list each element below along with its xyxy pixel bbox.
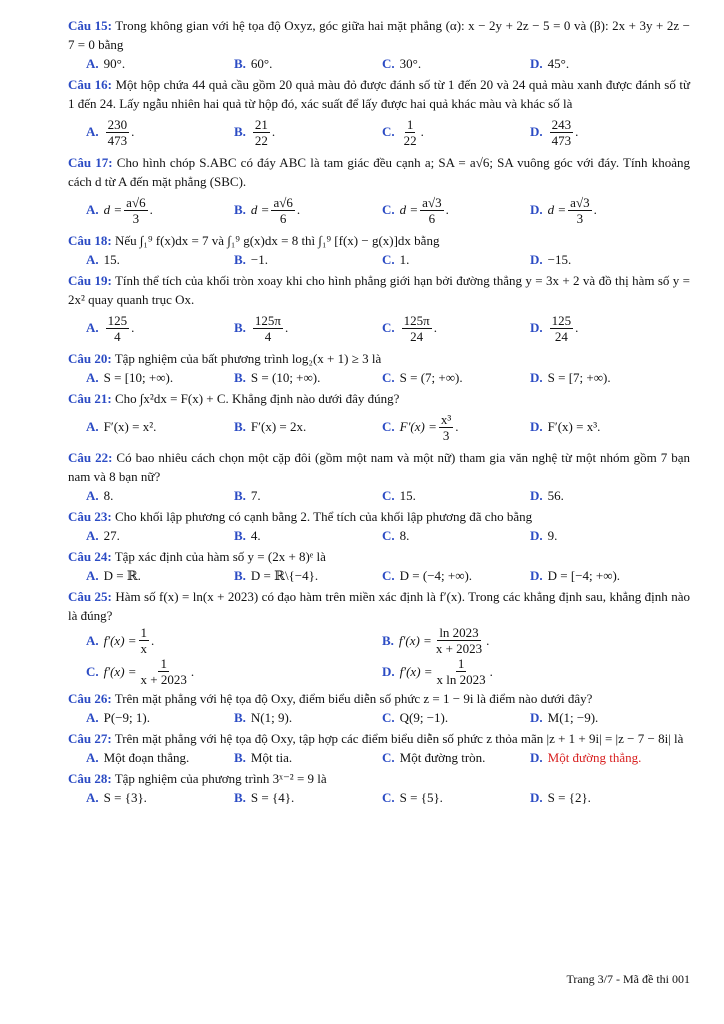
option-value: S = {4}. xyxy=(250,789,295,805)
option-value: 15. xyxy=(103,251,120,267)
period: . xyxy=(575,124,579,139)
option-prefix: f′(x) = xyxy=(103,663,137,679)
fraction-numerator: ln 2023 xyxy=(439,625,479,640)
option-q18-d[interactable] xyxy=(530,252,678,268)
option-letter: A. xyxy=(86,419,99,434)
option-letter: D. xyxy=(530,124,543,139)
option-letter: C. xyxy=(382,527,395,543)
fraction-denominator: 24 xyxy=(554,328,568,344)
fraction xyxy=(568,195,591,226)
option-letter: A. xyxy=(86,632,99,648)
option-letter: D. xyxy=(530,55,543,71)
question-label: Câu 23: xyxy=(68,509,112,524)
fraction-denominator: 6 xyxy=(428,210,436,226)
option-letter: A. xyxy=(86,369,99,385)
option-value: 8. xyxy=(103,487,114,503)
fraction-denominator: 3 xyxy=(576,210,584,226)
period: . xyxy=(131,320,135,335)
fraction-numerator: x³ xyxy=(440,411,452,427)
option-letter: D. xyxy=(530,202,543,217)
fraction-numerator: 21 xyxy=(254,116,268,132)
option-value: P(−9; 1). xyxy=(103,709,150,725)
question-text: Trong không gian với hệ tọa độ Oxyz, góc giữa hai mặt phẳng (α): x − 2y + 2z − 5 = 0 và (β): 2x + 3y + 2z − 7 = 0 bằng xyxy=(68,18,690,52)
option-q27-b[interactable] xyxy=(234,750,382,766)
question-q21 xyxy=(68,389,690,408)
page-footer: Trang 3/7 - Mã đề thi 001 xyxy=(566,972,690,986)
option-q27-c[interactable] xyxy=(382,750,530,766)
question-q24 xyxy=(68,547,690,566)
fraction xyxy=(139,656,189,687)
option-q28-a[interactable] xyxy=(86,790,234,806)
option-value: 8. xyxy=(399,527,410,543)
question-q19 xyxy=(68,271,690,309)
option-letter: C. xyxy=(382,320,395,335)
option-q15-a[interactable] xyxy=(86,56,234,72)
option-q21-d[interactable] xyxy=(530,419,678,435)
options-q28 xyxy=(86,788,690,807)
fraction-denominator: x xyxy=(140,641,148,656)
period: . xyxy=(433,320,437,335)
option-letter: C. xyxy=(382,55,395,71)
option-q24-a[interactable] xyxy=(86,568,234,584)
option-letter: C. xyxy=(86,663,99,679)
option-q18-c[interactable] xyxy=(382,252,530,268)
period: . xyxy=(575,320,579,335)
option-value: F′(x) = x³. xyxy=(547,419,601,434)
option-q18-b[interactable] xyxy=(234,252,382,268)
option-q23-a[interactable] xyxy=(86,528,234,544)
option-value: 7. xyxy=(250,487,261,503)
option-value: 90°. xyxy=(103,55,126,71)
period: . xyxy=(593,202,597,217)
option-prefix: f′(x) = xyxy=(399,663,433,679)
option-value: 4. xyxy=(250,527,261,543)
option-letter: B. xyxy=(234,487,246,503)
option-value: F′(x) = x². xyxy=(103,419,157,434)
option-value: D = [−4; +∞). xyxy=(547,567,621,583)
question-q26 xyxy=(68,689,690,708)
option-letter: B. xyxy=(234,567,246,583)
fraction xyxy=(402,117,419,148)
period: . xyxy=(190,663,195,679)
option-value: S = (10; +∞). xyxy=(250,369,321,385)
option-value: −1. xyxy=(250,251,269,267)
option-value: D = ℝ\{−4}. xyxy=(250,567,319,583)
question-label: Câu 17: xyxy=(68,155,113,170)
option-letter: D. xyxy=(382,663,395,679)
question-label: Câu 16: xyxy=(68,77,112,92)
option-q16-c[interactable] xyxy=(382,117,530,148)
fraction-numerator: 1 xyxy=(160,656,167,671)
fraction-numerator: 230 xyxy=(107,116,128,132)
option-prefix: F′(x) = xyxy=(399,419,437,434)
fraction xyxy=(439,412,453,443)
period: . xyxy=(131,124,135,139)
fraction-denominator: 22 xyxy=(403,132,417,148)
option-q27-d[interactable] xyxy=(530,750,678,766)
question-label: Câu 26: xyxy=(68,691,112,706)
options-q19 xyxy=(86,309,690,347)
question-label: Câu 21: xyxy=(68,391,112,406)
option-q17-d[interactable] xyxy=(530,195,678,226)
option-q21-c[interactable] xyxy=(382,412,530,443)
option-q28-d[interactable] xyxy=(530,790,678,806)
option-letter: A. xyxy=(86,789,99,805)
question-label: Câu 19: xyxy=(68,273,112,288)
fraction xyxy=(253,313,283,344)
option-q25-d[interactable] xyxy=(382,656,678,687)
option-letter: B. xyxy=(234,202,246,217)
option-q28-b[interactable] xyxy=(234,790,382,806)
options-q20 xyxy=(86,368,690,387)
option-letter: A. xyxy=(86,487,99,503)
question-label: Câu 24: xyxy=(68,549,112,564)
option-letter: A. xyxy=(86,251,99,267)
option-value: S = {5}. xyxy=(399,789,443,805)
option-letter: C. xyxy=(382,789,395,805)
fraction-denominator: x + 2023 xyxy=(435,641,483,656)
fraction xyxy=(420,195,443,226)
option-q21-a[interactable] xyxy=(86,419,234,435)
option-q27-a[interactable] xyxy=(86,750,234,766)
option-q21-b[interactable] xyxy=(234,419,382,435)
option-prefix: d = xyxy=(547,202,567,217)
option-letter: A. xyxy=(86,202,99,217)
option-value: S = [7; +∞). xyxy=(547,369,611,385)
option-letter: A. xyxy=(86,749,99,765)
option-q23-c[interactable] xyxy=(382,528,530,544)
option-prefix: d = xyxy=(103,202,123,217)
question-text: Hàm số f(x) = ln(x + 2023) có đạo hàm trên miền xác định là f′(x). Trong các khẳng định sau, khẳng định nào là đúng? xyxy=(68,589,690,623)
option-letter: D. xyxy=(530,709,543,725)
fraction xyxy=(434,625,484,656)
option-letter: D. xyxy=(530,369,543,385)
fraction xyxy=(139,625,150,656)
fraction xyxy=(435,656,488,687)
option-value: F′(x) = 2x. xyxy=(250,419,307,434)
period: . xyxy=(285,320,289,335)
option-value: 56. xyxy=(547,487,564,503)
question-q20 xyxy=(68,349,690,368)
options-q16 xyxy=(86,113,690,151)
option-letter: B. xyxy=(382,632,394,648)
option-value: N(1; 9). xyxy=(250,709,293,725)
question-q15 xyxy=(68,16,690,54)
option-letter: B. xyxy=(234,124,246,139)
option-q19-d[interactable] xyxy=(530,313,678,344)
option-letter: D. xyxy=(530,487,543,503)
fraction xyxy=(106,117,130,148)
option-letter: D. xyxy=(530,567,543,583)
options-q26 xyxy=(86,708,690,727)
option-value: Một đường tròn. xyxy=(399,749,486,765)
option-letter: C. xyxy=(382,749,395,765)
fraction xyxy=(550,313,574,344)
question-text: Tính thể tích của khối tròn xoay khi cho hình phẳng giới hạn bởi đường thẳng y = 3x + 2 và đồ thị hàm số y = 2x² quay quanh trục Ox. xyxy=(68,273,691,307)
option-letter: B. xyxy=(234,527,246,543)
option-letter: D. xyxy=(530,251,543,267)
options-q23 xyxy=(86,526,690,545)
fraction xyxy=(271,195,294,226)
period: . xyxy=(149,202,153,217)
question-text: Có bao nhiêu cách chọn một cặp đôi (gồm một nam và một nữ) tham gia văn nghệ từ một nhóm gồm 7 bạn nam và 8 bạn nữ? xyxy=(68,450,691,484)
question-label: Câu 22: xyxy=(68,450,113,465)
option-q22-b[interactable] xyxy=(234,488,382,504)
option-value: S = {2}. xyxy=(547,789,591,805)
fraction-denominator: 4 xyxy=(114,328,121,344)
option-value: D = (−4; +∞). xyxy=(399,567,473,583)
option-prefix: d = xyxy=(399,202,419,217)
options-q15 xyxy=(86,54,690,73)
fraction-numerator: a√6 xyxy=(126,194,146,210)
period: . xyxy=(445,202,449,217)
option-value: Một tia. xyxy=(250,749,293,765)
fraction-denominator: 4 xyxy=(264,328,272,344)
option-prefix: f′(x) = xyxy=(103,632,137,648)
option-q22-a[interactable] xyxy=(86,488,234,504)
option-q17-b[interactable] xyxy=(234,195,382,226)
question-label: Câu 25: xyxy=(68,589,112,604)
period: . xyxy=(486,632,490,648)
question-label: Câu 20: xyxy=(68,351,112,366)
options-q17 xyxy=(86,191,690,229)
period: . xyxy=(151,632,155,648)
option-value: 1. xyxy=(399,251,410,267)
option-letter: A. xyxy=(86,567,99,583)
option-q24-b[interactable] xyxy=(234,568,382,584)
options-q18 xyxy=(86,250,690,269)
fraction-numerator: 125 xyxy=(107,312,128,328)
option-value: 9. xyxy=(547,527,558,543)
fraction-denominator: 473 xyxy=(107,132,128,148)
option-q17-c[interactable] xyxy=(382,195,530,226)
option-letter: C. xyxy=(382,369,395,385)
question-label: Câu 18: xyxy=(68,233,112,248)
question-text: Trên mặt phẳng với hệ tọa độ Oxy, điểm biểu diễn số phức z = 1 − 9i là điểm nào dưới đây? xyxy=(111,691,593,706)
question-text: Tập nghiệm của phương trình 3ˣ⁻² = 9 là xyxy=(111,771,327,786)
period: . xyxy=(489,663,493,679)
fraction-numerator: 1 xyxy=(406,116,414,132)
fraction-numerator: a√3 xyxy=(422,194,442,210)
option-q26-d[interactable] xyxy=(530,710,678,726)
question-text: Nếu ∫₁⁹ f(x)dx = 7 và ∫₁⁹ g(x)dx = 8 thì ∫₁⁹ [f(x) − g(x)]dx bằng xyxy=(111,233,440,248)
option-value: 45°. xyxy=(547,55,570,71)
option-prefix: f′(x) = xyxy=(398,632,432,648)
question-q17 xyxy=(68,153,690,191)
option-value: S = {3}. xyxy=(103,789,147,805)
option-letter: D. xyxy=(530,419,543,434)
fraction-numerator: 1 xyxy=(140,625,148,640)
fraction-denominator: x + 2023 xyxy=(140,672,187,687)
option-q26-b[interactable] xyxy=(234,710,382,726)
option-q20-d[interactable] xyxy=(530,370,678,386)
option-q17-a[interactable] xyxy=(86,195,234,226)
question-q18 xyxy=(68,231,690,250)
option-value: 15. xyxy=(399,487,416,503)
option-q19-c[interactable] xyxy=(382,313,530,344)
question-q28 xyxy=(68,769,690,788)
option-value: −15. xyxy=(547,251,572,267)
option-q16-d[interactable] xyxy=(530,117,678,148)
option-value: S = [10; +∞). xyxy=(103,369,174,385)
period: . xyxy=(271,124,276,139)
question-label: Câu 28: xyxy=(68,771,112,786)
option-q16-a[interactable] xyxy=(86,117,234,148)
question-q16 xyxy=(68,75,690,113)
question-label: Câu 15: xyxy=(68,18,112,33)
question-text: Cho ∫x²dx = F(x) + C. Khẳng định nào dưới đây đúng? xyxy=(111,391,400,406)
option-q15-b[interactable] xyxy=(234,56,382,72)
option-q25-b[interactable] xyxy=(382,625,678,656)
option-value: Một đường thẳng. xyxy=(547,749,642,765)
option-value: M(1; −9). xyxy=(547,709,599,725)
option-q23-d[interactable] xyxy=(530,528,678,544)
question-text: Cho khối lập phương có cạnh bằng 2. Thể tích của khối lập phương đã cho bằng xyxy=(111,509,533,524)
option-letter: A. xyxy=(86,320,99,335)
option-value: Q(9; −1). xyxy=(399,709,449,725)
option-letter: A. xyxy=(86,709,99,725)
fraction-denominator: 3 xyxy=(442,427,450,443)
option-prefix: d = xyxy=(250,202,270,217)
question-q22 xyxy=(68,448,690,486)
option-q28-c[interactable] xyxy=(382,790,530,806)
options-q24 xyxy=(86,566,690,585)
question-text: Một hộp chứa 44 quả cầu gồm 20 quả màu đỏ được đánh số từ 1 đến 20 và 24 quả màu xanh được đánh số từ 1 đến 24. Lấy ngẫu nhiên hai quả từ hộp đó, xác suất để lấy được hai quả khác màu và khác số là xyxy=(68,77,690,111)
option-value: 27. xyxy=(103,527,120,543)
question-q23 xyxy=(68,507,690,526)
option-q22-d[interactable] xyxy=(530,488,678,504)
option-q25-c[interactable] xyxy=(86,656,382,687)
option-letter: C. xyxy=(382,487,395,503)
option-letter: A. xyxy=(86,527,99,543)
option-letter: A. xyxy=(86,124,99,139)
option-q20-a[interactable] xyxy=(86,370,234,386)
option-letter: B. xyxy=(234,709,246,725)
options-q21 xyxy=(86,408,690,446)
fraction-numerator: 243 xyxy=(551,116,572,132)
fraction-denominator: x ln 2023 xyxy=(436,672,486,687)
fraction-numerator: a√6 xyxy=(273,194,293,210)
option-q24-c[interactable] xyxy=(382,568,530,584)
period: . xyxy=(455,419,459,434)
fraction-numerator: 125π xyxy=(403,312,430,328)
option-letter: C. xyxy=(382,202,395,217)
option-value: 60°. xyxy=(250,55,273,71)
option-q18-a[interactable] xyxy=(86,252,234,268)
fraction-numerator: 1 xyxy=(457,656,465,671)
fraction-numerator: 125 xyxy=(551,312,572,328)
fraction-denominator: 6 xyxy=(279,210,287,226)
question-text: Tập nghiệm của bất phương trình log₂(x + 1) ≥ 3 là xyxy=(111,351,382,366)
option-q20-b[interactable] xyxy=(234,370,382,386)
option-letter: D. xyxy=(530,320,543,335)
option-letter: B. xyxy=(234,251,246,267)
option-letter: B. xyxy=(234,55,246,71)
option-letter: B. xyxy=(234,419,246,434)
option-value: Một đoạn thẳng. xyxy=(103,749,190,765)
option-q16-b[interactable] xyxy=(234,117,382,148)
option-q19-a[interactable] xyxy=(86,313,234,344)
option-letter: B. xyxy=(234,789,246,805)
option-letter: C. xyxy=(382,709,395,725)
option-letter: D. xyxy=(530,749,543,765)
fraction-denominator: 473 xyxy=(551,132,572,148)
option-letter: A. xyxy=(86,55,99,71)
option-letter: D. xyxy=(530,789,543,805)
option-letter: B. xyxy=(234,749,246,765)
fraction xyxy=(124,195,147,226)
option-q15-c[interactable] xyxy=(382,56,530,72)
period: . xyxy=(420,124,424,139)
options-q25 xyxy=(86,625,690,687)
option-letter: C. xyxy=(382,251,395,267)
period: . xyxy=(296,202,301,217)
options-q22 xyxy=(86,486,690,505)
fraction xyxy=(106,313,130,344)
option-letter: D. xyxy=(530,527,543,543)
fraction-denominator: 24 xyxy=(410,328,424,344)
option-letter: C. xyxy=(382,419,395,434)
option-value: S = (7; +∞). xyxy=(399,369,463,385)
question-q27 xyxy=(68,729,690,748)
option-q20-c[interactable] xyxy=(382,370,530,386)
option-q26-c[interactable] xyxy=(382,710,530,726)
question-q25 xyxy=(68,587,690,625)
fraction-denominator: 3 xyxy=(132,210,140,226)
fraction xyxy=(253,117,270,148)
option-letter: B. xyxy=(234,320,246,335)
option-q22-c[interactable] xyxy=(382,488,530,504)
option-value: 30°. xyxy=(399,55,422,71)
option-letter: C. xyxy=(382,124,395,139)
options-q27 xyxy=(86,748,690,767)
question-label: Câu 27: xyxy=(68,731,112,746)
option-q24-d[interactable] xyxy=(530,568,678,584)
option-letter: B. xyxy=(234,369,246,385)
option-letter: C. xyxy=(382,567,395,583)
fraction-denominator: 22 xyxy=(254,132,268,148)
fraction-numerator: a√3 xyxy=(570,194,590,210)
question-list xyxy=(68,16,690,807)
option-value: D = ℝ. xyxy=(103,567,141,583)
fraction xyxy=(550,117,574,148)
option-q23-b[interactable] xyxy=(234,528,382,544)
question-text: Cho hình chóp S.ABC có đáy ABC là tam giác đều cạnh a; SA = a√6; SA vuông góc với đáy. Tính khoảng cách d từ A đến mặt phẳng (SBC). xyxy=(68,155,690,189)
option-q19-b[interactable] xyxy=(234,313,382,344)
option-q15-d[interactable] xyxy=(530,56,678,72)
fraction-numerator: 125π xyxy=(254,312,281,328)
fraction xyxy=(402,313,432,344)
option-q26-a[interactable] xyxy=(86,710,234,726)
option-q25-a[interactable] xyxy=(86,625,382,656)
question-text: Trên mặt phẳng với hệ tọa độ Oxy, tập hợp các điểm biểu diễn số phức z thỏa mãn |z + 1 + 9i| = |z − 7 − 8i| là xyxy=(111,731,684,746)
question-text: Tập xác định của hàm số y = (2x + 8)ᵉ là xyxy=(111,549,326,564)
